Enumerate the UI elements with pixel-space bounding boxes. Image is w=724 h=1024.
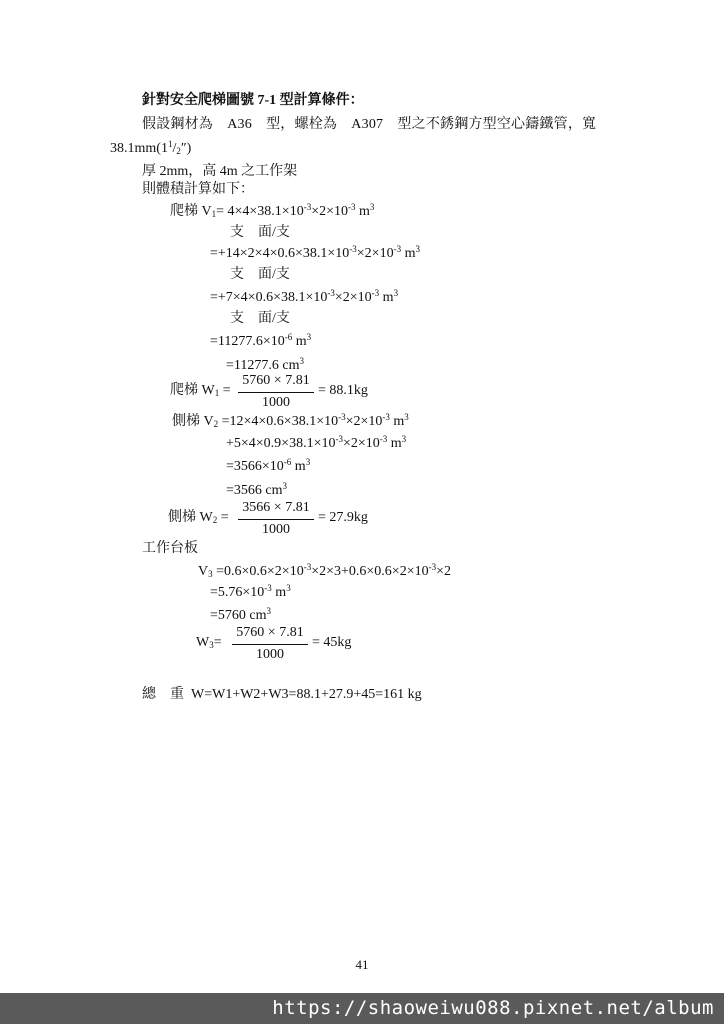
ladder-term-2: $=+14\times 2\times 4\times 0.6\times 38.1\times 10^{-3}\times 2\times 10^{-3}$ $m^3$ (210, 244, 420, 261)
ladder-sum-2: =11277.6 $cm^3$ (226, 356, 304, 373)
side-term-2: $+5\times 4\times 0.9\times 38.1\times 10^{-3}\times 2\times 10^{-3}$ $m^3$ (226, 434, 407, 451)
section-title: 針對安全爬梯圖號 7-1 型計算條件： (142, 93, 364, 108)
ladder-note-3: 支 面/支 (230, 311, 290, 326)
ladder-note-2: 支 面/支 (230, 267, 290, 282)
ladder-v1-equation: 爬梯 $V_1= 4\times 4\times 38.1\times 10^{-3}\times 2\times 10^{-3}$ $m^3$ (170, 202, 375, 219)
ladder-w1-denominator: 1000 (262, 395, 290, 410)
side-w2-denominator: 1000 (262, 522, 290, 537)
ladder-sum-1: $=11277.6\times 10^{-6}$ $m^3$ (210, 332, 312, 349)
side-v2-equation: 側梯 $V_2 =12\times 4\times 0.6\times 38.1\times 10^{-3}\times 2\times 10^{-3}$ $m^3$ (172, 412, 409, 429)
side-w2-fraction (238, 499, 314, 539)
side-sum-2: =3566 $cm^3$ (226, 481, 287, 498)
ladder-note-1: 支 面/支 (230, 225, 290, 240)
total-expression: W=W1+W2+W3=88.1+27.9+45=161 kg (191, 687, 422, 702)
platform-w3-label: $W_3=$ (196, 635, 222, 650)
page-number: 41 (355, 957, 369, 972)
platform-w3-fraction (232, 624, 308, 664)
side-sum-1: $=3566\times 10^{-6}$ $m^3$ (226, 457, 311, 474)
intro-line-4: 則體積計算如下： (142, 182, 254, 197)
platform-w3-numerator: 5760 × 7.81 (236, 625, 304, 640)
side-w2-result: = 27.9kg (318, 510, 368, 525)
fraction-bar (238, 519, 314, 520)
fraction-bar (238, 392, 314, 393)
intro-line-3: 厚 2mm，高 4m 之工作架 (142, 164, 298, 179)
ladder-w1-label: 爬梯 $W_1$ = (170, 383, 231, 398)
ladder-w1-fraction (238, 372, 314, 412)
total-weight (142, 686, 422, 704)
ladder-term-3: $=+7\times 4\times 0.6\times 38.1\times 10^{-3}\times 2\times 10^{-3}$ $m^3$ (210, 288, 399, 305)
total-label: 總 重 (142, 687, 184, 702)
platform-heading: 工作台板 (142, 541, 198, 556)
fraction-bar (232, 644, 308, 645)
side-w2-numerator: 3566 × 7.81 (242, 500, 310, 515)
platform-sum-2: =5760 $cm^3$ (210, 606, 271, 623)
side-w2-label: 側梯 $W_2$ = (168, 510, 229, 525)
intro-line-1: 假設鋼材為 A36 型，螺栓為 A307 型之不銹鋼方型空心鑄鐵管，寬 (142, 117, 597, 132)
watermark-url-bar: https://shaoweiwu088.pixnet.net/album (0, 993, 724, 1024)
platform-w3-result: = 45kg (312, 635, 352, 650)
ladder-w1-numerator: 5760 × 7.81 (242, 373, 310, 388)
platform-v3-equation: $V_3 =0.6\times 0.6\times 2\times 10^{-3}\times 2\times 3+0.6\times 0.6\times 2\times 10^{-3}\times 2$ (198, 562, 451, 579)
platform-sum-1: $=5.76\times 10^{-3}$ $m^3$ (210, 583, 291, 600)
ladder-w1-result: = 88.1kg (318, 383, 368, 398)
intro-line-2: $38.1mm(1^1/_2'')$ (110, 139, 192, 156)
platform-w3-denominator: 1000 (256, 647, 284, 662)
